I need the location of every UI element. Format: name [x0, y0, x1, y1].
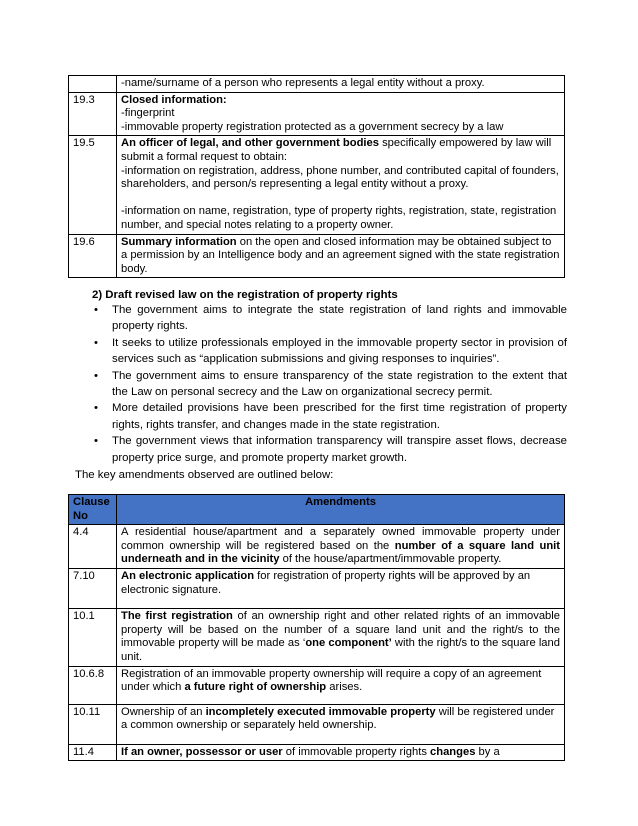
- amendment-emphasis: An electronic application: [121, 570, 255, 583]
- table-row: [69, 525, 565, 569]
- table-row: [69, 666, 565, 704]
- amendment-text: [117, 525, 565, 569]
- amendment-text: [117, 666, 565, 704]
- bullet-icon: •: [94, 304, 98, 316]
- clause-line: -information on name, registration, type of property rights, registration, state, registration number, and special notes relating to a property owner.: [121, 205, 557, 231]
- clause-heading: An officer of legal, and other government bodies: [121, 137, 379, 150]
- clause-line: -fingerprint: [121, 107, 175, 120]
- amendment-fragment: A residential house/apartment and a separately owned immovable property under common ownership will be registered based on the: [121, 526, 560, 552]
- header-amendments: Amendments: [117, 495, 565, 525]
- clause-line: -immovable property registration protected as a government secrecy by a law: [121, 120, 504, 133]
- clause-line: [121, 192, 560, 206]
- header-clause-no: Clause No: [69, 495, 117, 525]
- amendment-fragment: of immovable property rights: [282, 745, 431, 758]
- clause-number: 19.6: [69, 234, 117, 278]
- table-row: [69, 569, 565, 609]
- clause-number: 19.5: [69, 136, 117, 234]
- amendment-fragment: will be registered under a common ownership or separately held ownership.: [121, 705, 555, 732]
- clause-number: 7.10: [69, 569, 117, 609]
- amendment-text: [117, 744, 565, 761]
- clause-text: [117, 92, 565, 136]
- clause-heading: Summary information: [121, 235, 237, 248]
- table-header-row: [69, 495, 565, 525]
- clause-number: 10.1: [69, 609, 117, 666]
- list-item: [92, 433, 567, 466]
- list-item: [92, 400, 567, 433]
- list-item: [92, 302, 567, 335]
- amendment-fragment: Registration of an immovable property ownership will require a copy of an agreement under which: [121, 667, 542, 694]
- amendment-emphasis: one component’: [305, 637, 392, 650]
- clause-text: [117, 76, 565, 93]
- clause-heading: Closed information:: [121, 93, 227, 106]
- table-row: [69, 234, 565, 278]
- table-row: [69, 92, 565, 136]
- list-item-text: The government aims to integrate the state registration of land rights and immovable property rights.: [112, 304, 567, 333]
- clause-number: 4.4: [69, 525, 117, 569]
- amendment-fragment: by a: [475, 745, 500, 758]
- bullet-icon: •: [94, 369, 98, 382]
- table-row: [69, 76, 565, 93]
- bullet-list: [92, 302, 567, 466]
- table-row: [69, 609, 565, 666]
- clause-line: -information on registration, address, phone number, and contributed capital of founders, shareholders, and person/s representing a legal entity without a proxy.: [121, 164, 559, 191]
- disclosure-table: [68, 75, 565, 278]
- list-item-text: The government views that information transparency will transpire asset flows, decrease property price surge, and promote property market growth.: [112, 435, 567, 464]
- list-item: [92, 335, 567, 368]
- clause-number: [69, 76, 117, 93]
- table-row: [69, 136, 565, 234]
- bullet-icon: •: [94, 435, 98, 448]
- amendment-text: [117, 569, 565, 609]
- amendment-emphasis: incompletely executed immovable property: [205, 705, 436, 718]
- bullet-icon: •: [94, 402, 98, 415]
- list-item-text: It seeks to utilize professionals employed in the immovable property sector in provision of services such as “application submissions and giving responses to inquiries”.: [112, 336, 567, 366]
- amendment-emphasis: number of a square land unit underneath and in the vicinity: [121, 539, 560, 566]
- clause-line: -name/surname of a person who represents a legal entity without a proxy.: [121, 77, 485, 89]
- section-heading: 2) Draft revised law on the registration of property rights: [92, 289, 398, 301]
- amendment-fragment: for registration of property rights will be approved by an electronic signature.: [121, 570, 531, 596]
- intro-text: The key amendments observed are outlined below:: [75, 469, 334, 481]
- list-item-text: More detailed provisions have been prescribed for the first time registration of property rights, rights transfer, and changes made in the state registration.: [112, 402, 567, 431]
- table-row: [69, 704, 565, 744]
- amendments-table: [68, 494, 565, 761]
- list-item-text: The government aims to ensure transparency of the state registration to the extent that the Law on personal secrecy and the Law on organizational secrecy permit.: [112, 369, 567, 399]
- clause-number: 19.3: [69, 92, 117, 136]
- amendment-emphasis: The first registration: [121, 610, 233, 623]
- amendment-fragment: with the right/s to the square land unit.: [121, 637, 560, 663]
- amendment-fragment: of an ownership right and other related rights of an immovable property will be based on the number of a square land unit and the right/s to the immovable property will be made as ‘: [121, 610, 560, 650]
- clause-text: [117, 234, 565, 278]
- amendment-text: [117, 609, 565, 666]
- amendment-fragment: arises.: [326, 681, 363, 694]
- bullet-icon: •: [94, 336, 98, 349]
- clause-text: [117, 136, 565, 234]
- amendment-emphasis: changes: [430, 745, 476, 758]
- amendments-body: [69, 525, 565, 761]
- amendment-fragment: Ownership of an: [121, 705, 206, 718]
- list-item: [92, 368, 567, 401]
- amendment-text: [117, 704, 565, 744]
- amendment-emphasis: a future right of ownership: [184, 681, 327, 694]
- clause-heading-rest: specifically empowered by law will submit a formal request to obtain:: [121, 137, 552, 163]
- amendment-fragment: of the house/apartment/immovable property.: [279, 553, 502, 566]
- clause-heading-rest: on the open and closed information may be obtained subject to a permission by an Intelligence body and an agreement signed with the state registration body.: [121, 235, 560, 275]
- amendment-emphasis: If an owner, possessor or user: [121, 745, 283, 758]
- clause-number: 10.6.8: [69, 666, 117, 704]
- table-row: [69, 744, 565, 761]
- clause-number: 10.11: [69, 704, 117, 744]
- clause-number: 11.4: [69, 744, 117, 761]
